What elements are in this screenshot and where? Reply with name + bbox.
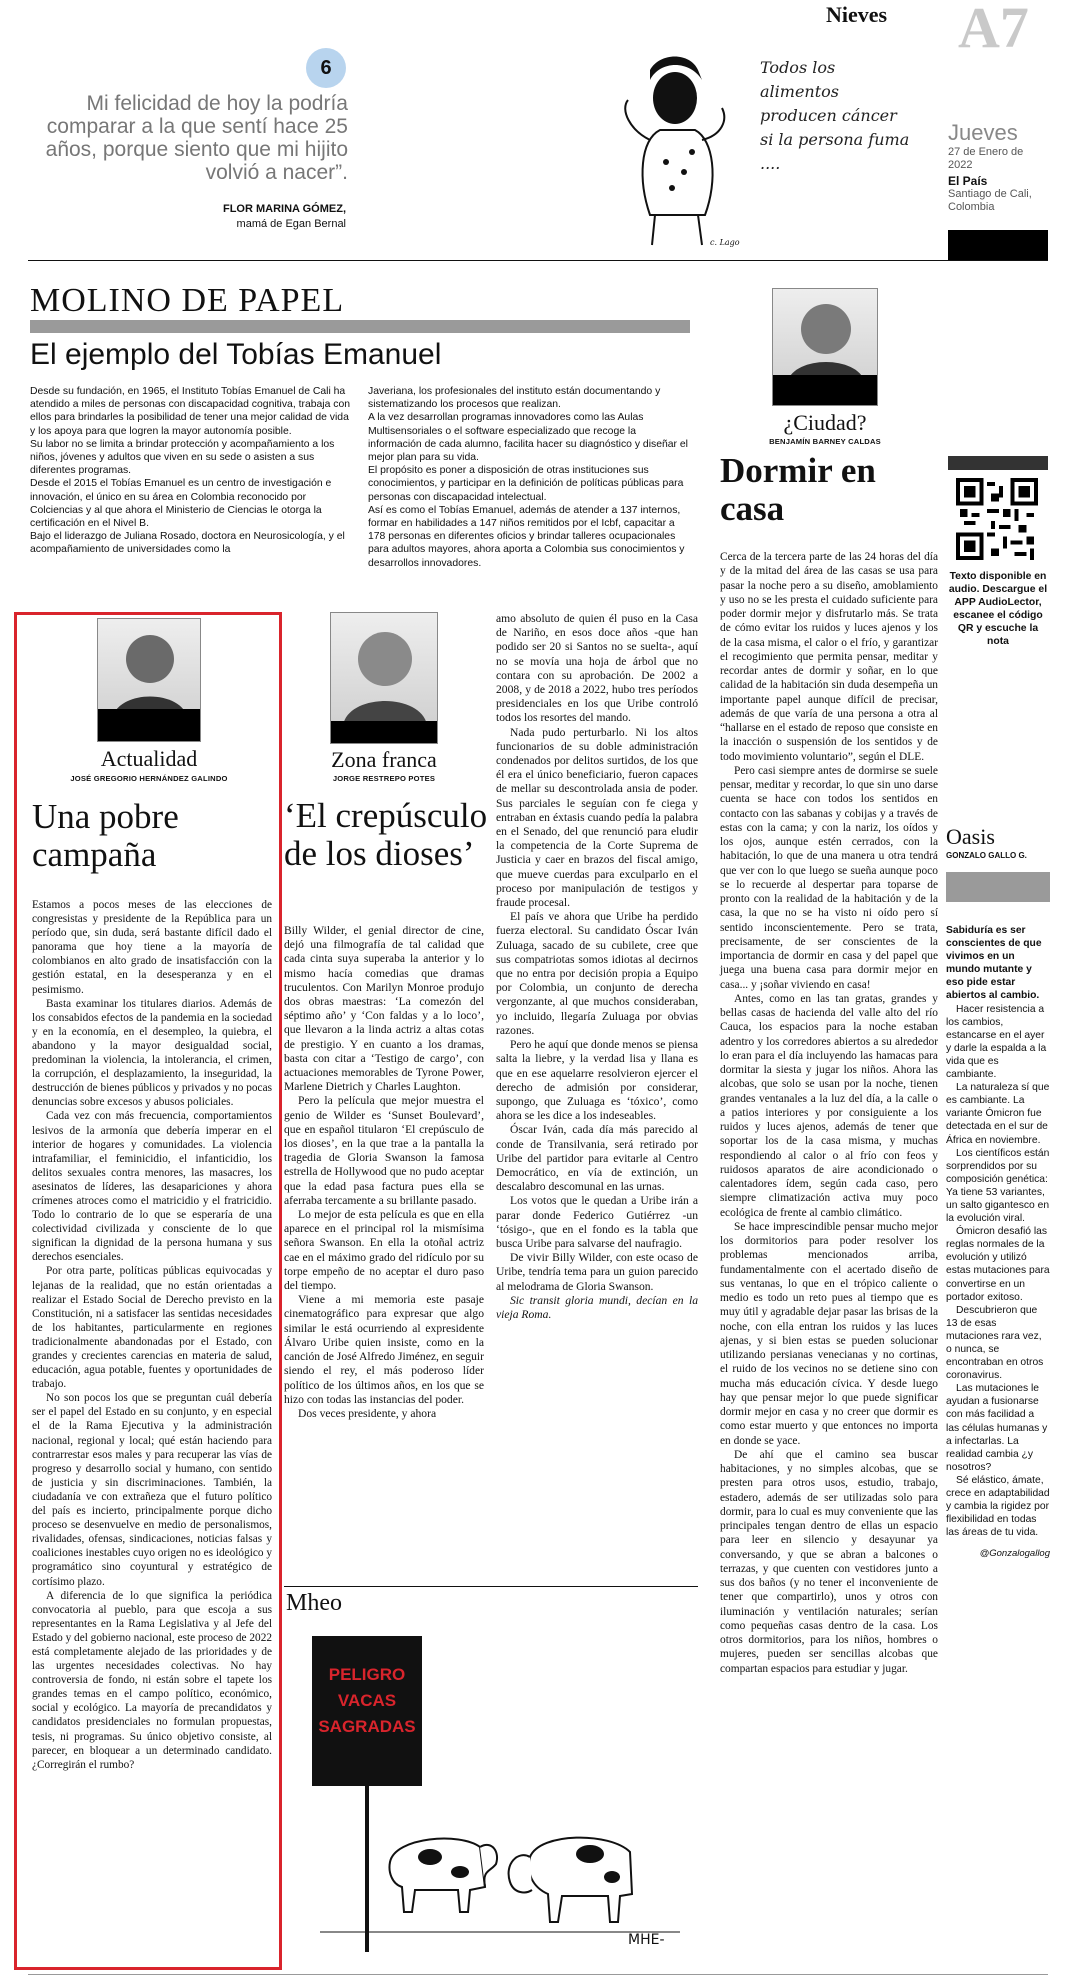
section-name: Nieves [826, 2, 888, 27]
place-text: Santiago de Cali, Colombia [948, 188, 1032, 213]
oasis-body [946, 924, 1050, 1561]
oasis-lead: Sabiduría es ser conscientes de que vivimos en un mundo mutante y eso pide estar abiertos al cambio. [946, 925, 1042, 1002]
molino-c1-p: Su labor no se limita a brindar protección y acompañamiento a los niños, jóvenes y adultos que viven en su sede o asisten a sus diferentes programas. [30, 438, 335, 477]
quote-author: FLOR MARINA GÓMEZ, [222, 203, 346, 215]
audio-top-bar [948, 456, 1048, 470]
oasis-paragraph: Descubrieron que 13 de esas mutaciones rara vez, o nunca, se encontraban en otros coronavirus. [946, 1304, 1044, 1382]
actualidad-paragraph: Basta examinar los titulares diarios. Además de los consabidos efectos de la pandemia en la sociedad y en la economía, en el desempleo, la quiebra, el abandono y la mayor desigualdad social, predominan la violencia, la intolerancia, el crimen, la corrupción, el desplazamiento, la inseguridad, la destrucción de bienes públicos y privados y no pocas denuncias sobre excesos y abusos policiales. [32, 997, 272, 1109]
mheo-cartoon [300, 1632, 700, 1968]
ciudad-kicker: ¿Ciudad? [783, 410, 867, 435]
actualidad-body [32, 898, 272, 1772]
zona-franca-author-photo [330, 612, 438, 744]
zona-franca-paragraph: Nada pudo perturbarlo. Ni los altos funcionarios de su doble administración condenados por delitos surtidos, de los que él era el único beneficiario, fueron capaces de mellar su descontrolada ansia de poder. Sus parciales le seguían con fe ciega y entraban en éxtasis cuando pedía la palabra en el Senado, del que renunció para eludir la competencia de la Corte Suprema de Justicia y caer en brazos del fiscal amigo, que mueve cuerdas para exculparlo en el proceso por manipulación de testigos y fraude procesal. [496, 725, 698, 910]
oasis-handle[interactable]: @Gonzalogallog [979, 1548, 1050, 1560]
actualidad-paragraph: Por otra parte, políticas públicas equivocadas y lejanas de la realidad, que no están orientadas a realizar el Estado Social de Derecho previsto en la Constitución, ni a satisfacer las sentidas necesidades de los habitantes, particularmente en regiones tradicionalmente abandonadas por el Estado, con grandes y crecientes carencias en materia de salud, educación, agua potable, fuentes y oportunidades de trabajo. [32, 1265, 272, 1391]
nieves-figure-icon [610, 40, 760, 250]
ciudad-headline: Dormir en casa [720, 451, 876, 528]
molino-c1-p: Desde el 2015 el Tobías Emanuel es un centro de investigación e innovación, el único en su área en Colombia reconocido por Colciencias y al que ahora el Ministerio de Ciencias le otorga la certificación en el Nivel B. [30, 478, 332, 530]
zona-franca-paragraph: Lo mejor de esta película es que en ella aparece en el principal rol la mismísima señora Swanson. En ella la otoñal actriz cae en el máximo grado del ridículo por su torpe empeño de no aceptar el duro paso del tiempo. [284, 1208, 484, 1293]
molino-c1-p: Desde su fundación, en 1965, el Instituto Tobías Emanuel de Cali ha atendido a miles de personas con discapacidad cognitiva, trabaja con ellos para brindarles la posibilidad de tener una mejor calidad de vida y los apoya para que logren la mayor autonomía posible. [30, 386, 351, 437]
actualidad-author: JOSÉ GREGORIO HERNÁNDEZ GALINDO [70, 774, 228, 783]
zona-franca-paragraph: Los votos que le quedan a Uribe irán a parar donde Federico Gutiérrez -un ‘tósigo-, que en el fondo es la tabla que busca Uribe para salvarse del naufragio. [496, 1194, 698, 1250]
molino-column-1 [30, 385, 350, 557]
ciudad-paragraph: Cerca de la tercera parte de las 24 horas del día y de la mitad del área de las casas se usa para pasar la noche pero a su diseño, amoblamiento y uso no se les presta el cuidado suficiente para poder dormir mejor y disfrutarlo más. Se trata de cómo evitar los ruidos y luces ajenos y los de la casa misma, el calor o el frío, y garantizar el recogimiento que permita pensar, meditar y recordar antes de dormir y soñar, en lo que calidad de la habitación sin duda desempeña un importante papel aunque difícil de precisar, además de que varía de una persona a otra al “hallarse en el estado de reposo que consiste en la inacción o suspensión de los sentidos y de todo movimiento voluntario”, según el DLE. [720, 551, 938, 763]
oasis-paragraph: Sé elástico, ámate, crece en adaptabilidad y cambia la rigidez por flexibilidad en todas las áreas de tu vida. [946, 1474, 1050, 1539]
ciudad-author-photo [772, 288, 878, 406]
molino-c2-p: Javeriana, los profesionales del instituto están documentando y sistematizando los procesos que realizan. [368, 386, 661, 411]
molino-c2-p: Así es como el Tobías Emanuel, además de atender a 137 internos, formar en habilidades a 147 niños remitidos por el Icbf, capacitar a 178 personas en diferentes oficios y brindar talleres ocupacionales para adultos mayores, ahora aporta a Colombia sus conocimientos y desarrollos innovadores. [368, 504, 685, 569]
actualidad-author-photo [97, 618, 201, 742]
qr-code-icon[interactable] [956, 478, 1038, 560]
mheo-signature: MHE- [628, 1932, 665, 1948]
actualidad-headline: Una pobre campaña [32, 797, 179, 874]
actualidad-kicker: Actualidad [100, 746, 198, 771]
ciudad-paragraph: De ahí que el camino sea buscar habitaciones, y no simples alcobas, que se presten para otros usos, estudio, trabajo, estadero, además de ser utilizadas solo para dormir, para lo cual es muy conveniente que las principales tengan dentro de ellas un espacio para leer en silencio y desayunar ya conversando, y que se abran a balcones o terrazas, y que cuenten con vestidores junto a sus dos baños (y no tener el inconveniente de tener que compartirlo), unos y otros con iluminación y ventilación naturales; serían como pequeñas casas dentro de la casa. Los otros dormitorios, para los niños, hombres o mujeres, pueden ser sencillas alcobas que compartan espacios para estudiar y jugar. [720, 1448, 938, 1675]
bottom-rule [28, 1974, 1048, 1975]
nieves-signature: c. Lago [710, 238, 740, 247]
molino-section-title: MOLINO DE PAPEL [30, 282, 345, 319]
quote-author-role: mamá de Egan Bernal [236, 218, 346, 230]
ciudad-paragraph: Antes, como en las tan gratas, grandes y bellas casas de hacienda del valle alto del río Cauca, los espacios para la noche estaban adentro y los corredores abiertos a su alrededor lo eran para el día incluyendo las hamacas para dormitar la siesta y jugar los niños. Ahora las alcobas, que solo se usan por la noche, tienen grandes ventanales a la luz del día, a la calle o a patios interiores y por consiguiente a los ruidos y luces ajenos, además de tener que soportar los de la casa misma, y muchas respondiendo al calor o al frío con feos y ruidosos aparatos de aire acondicionado o calentadores ídem, según cada caso, pero siempre climatización activa muy poco ecológica de frente al cambio climático. [720, 992, 938, 1219]
quote-number-badge [306, 48, 346, 88]
top-rule [28, 260, 1048, 261]
page-number: A7 [958, 0, 1029, 60]
zona-franca-paragraph: Sic transit gloria mundi, decían en la vieja Roma. [496, 1293, 698, 1321]
actualidad-paragraph: Estamos a pocos meses de las elecciones de congresistas y presidente de la República para un período que, sin duda, será bastante difícil dado el panorama que hoy tiene a la mayoría de colombianos en alto grado de insatisfacción con la gestión estatal, en la desesperanza y en el pesimismo. [32, 899, 272, 996]
date-block [948, 120, 1068, 214]
oasis-author: GONZALO GALLO G. [946, 851, 1027, 860]
oasis-paragraph: Las mutaciones le ayudan a fusionarse con más facilidad a las células humanas y a infectarlas. La realidad cambia ¿y nosotros? [946, 1383, 1048, 1473]
quote-number: 6 [320, 57, 332, 79]
actualidad-paragraph: A diferencia de lo que significa la periódica convocatoria al pueblo, para que escoja a sus representantes en la Rama Legislativa y al Jefe del Estado y del gobierno nacional, este proceso de 2022 está completamente alejado de las prioridades y de las urgentes necesidades colectivas. No hay controversia de fondo, ni están sobre el tapete los grandes temas en el campo político, económico, social y ecológico. La mayoría de precandidatos y candidatos presidenciales no formulan propuestas, tesis, ni programas. Su único objetivo consiste, al parecer, en bloquear a un determinado candidato. ¿Corregirán el rumbo? [32, 1589, 272, 1771]
oasis-paragraph: Ómicron desafió las reglas normales de la evolución y utilizó estas mutaciones para convertirse en un portador exitoso. [946, 1226, 1050, 1303]
molino-c2-p: A la vez desarrollan programas innovadores como las Aulas Multisensoriales o el software especializado que recoge la información de cada alumno, facilita hacer su diagnóstico y diseñar el mejor plan para su vida. [368, 412, 688, 464]
zona-franca-paragraph: El país ve ahora que Uribe ha perdido fuerza electoral. Su candidato Óscar Iván Zuluaga, sacado de su cubilete, cree que sus compatriotas somos idiotas al decirnos que no entra por decisión propia a Equipo por Colombia, un conjunto de derecha vergonzante, al que muchos consideraban, yo incluido, llegaría Zuluaga por obvias razones. [496, 910, 698, 1037]
zona-franca-paragraph: Pero he aquí que donde menos se piensa salta la liebre, y la verdad lisa y llana es que en ese aquelarre resolvieron ejercer el derecho de admisión por considerar, supongo, que Zuluaga es ‘tóxico’, como ahora se les dice a los indeseables. [496, 1038, 698, 1123]
molino-headline: El ejemplo del Tobías Emanuel [30, 338, 442, 371]
quote-text: Mi felicidad de hoy la podría comparar a la que sentí hace 25 años, porque siento que mi hijito volvió a nacer”. [45, 92, 348, 184]
nieves-caption: Todos los alimentos producen cáncer si la persona fuma .... [760, 58, 910, 173]
actualidad-paragraph: No son pocos los que se preguntan cuál debería ser el papel del Estado en su conjunto, y en especial el de la Rama Ejecutiva y la administración nacional, regional y local; qué están haciendo para contrarrestar esos males y para recuperar las vías de progreso y desarrollo social y humano, con sentido de justicia y sin discriminaciones. También, la ciudadanía ve con extrañeza que el futuro político del país es incierto, principalmente porque dicho proceso se desenvuelve en medio de personalismos, rivalidades, ofensas, sindicaciones, noticias falsas y coaliciones inestables cuyo origen no es ideológico y programático sino coyuntural y estratégico de cortísimo plazo. [32, 1392, 272, 1588]
zona-franca-author: JORGE RESTREPO POTES [332, 774, 436, 783]
ciudad-author: BENJAMÍN BARNEY CALDAS [769, 437, 881, 446]
zona-franca-col-2 [496, 612, 698, 1322]
mheo-sign-text: PELIGRO VACAS SAGRADAS [318, 1665, 416, 1736]
ciudad-paragraph: Se hace imprescindible pensar mucho mejor los dormitorios para poder resolver los problemas mencionados arriba, fundamentalmente con el acertado diseño de sus ventanas, lo que en el trópico caliente o medio es todo un reto pues al tiempo que es muy útil y agradable dejar pasar las brisas de la noche, con ella entran los ruidos y las luces ajenas, y si bien estas se pueden solucionar utilizando persianas venecianas y no cortinas, el ruido de los vecinos no se detiene sino con mucha más educación cívica. Y desde luego hay que pensar mejor lo que puede significar dormir mejor en casa y no creer que dormir es como estar muerto y que entonces no importa en donde se yace. [720, 1220, 938, 1447]
zona-franca-col-1 [284, 924, 484, 1421]
weekday: Jueves [948, 120, 1018, 145]
actualidad-paragraph: Cada vez con más frecuencia, comportamientos lesivos de la armonía que debería imperar en el interior de hogares y comunidades. La violencia intrafamiliar, el feminicidio, el infanticidio, los delitos sexuales contra menores, las masacres, los asesinatos de líderes, las desapariciones y ahora crímenes atroces como el matricidio y el fratricidio. Todo lo contrario de lo que se esperaría de una colectividad civilizada y consciente de lo que significan la dignidad de la persona humana y sus derechos esenciales. [32, 1110, 272, 1264]
zona-franca-paragraph: De vivir Billy Wilder, con este ocaso de Uribe, tendría tema para un guion parecido al melodrama de Gloria Swanson. [496, 1251, 698, 1293]
nieves-cartoon [610, 40, 910, 255]
oasis-paragraph: Hacer resistencia a los cambios, estancarse en el ayer y darle la espalda a la vida que es cambiante. [946, 1003, 1047, 1081]
zona-franca-paragraph: Viene a mi memoria este pasaje cinematográfico para expresar que algo similar le está ocurriendo al expresidente Álvaro Uribe quien insiste, como en la canción de José Alfredo Jiménez, en seguir siendo el rey, el más poderoso líder político de los últimos años, en los que se hizo con todas las instancias del poder. [284, 1293, 484, 1406]
zona-franca-paragraph: Dos veces presidente, y ahora [298, 1406, 437, 1420]
ad-bar-top [948, 230, 1048, 260]
zona-franca-paragraph: amo absoluto de quien él puso en la Casa de Nariño, en esos doce años -que han podido ser 20 si Santos no se suelta-, aquí no se movía una hoja de árbol que no contara con su aprobación. De 2002 a 2008, y de 2018 a 2022, hubo tres períodos presidenciales en los que Uribe controló todos los resortes del mando. [496, 612, 698, 725]
ciudad-body [720, 550, 938, 1676]
molino-gray-bar [30, 320, 690, 333]
oasis-paragraph: Los científicos están sorprendidos por su composición genética: Ya tiene 53 variantes, un salto gigantesco en la evolución viral. [946, 1147, 1050, 1225]
mheo-title: Mheo [286, 1590, 342, 1616]
oasis-paragraph: La naturaleza sí que es cambiante. La variante Ómicron fue detectada en el sur de África en noviembre. [946, 1082, 1050, 1146]
zona-franca-paragraph: Pero la película que mejor muestra el genio de Wilder es ‘Sunset Boulevard’, que en español titularon ‘El crepúsculo de los dioses’, en la que trae a la pantalla la tragedia de Gloria Swanson la famosa estrella de Hollywood que no pudo aceptar que la edad pasa factura pues ella se aferraba tercamente a su brillante pasado. [284, 1094, 484, 1207]
zona-franca-paragraph: Óscar Iván, cada día más parecido al conde de Transilvania, será retirado por Uribe del partidor para evitarle al Centro Democrático, en vía de extinción, un descalabro descomunal en las urnas. [496, 1123, 698, 1194]
date-text: 27 de Enero de 2022 [948, 146, 1024, 171]
audio-note: Texto disponible en audio. Descargue el APP AudioLector, escanee el código QR y escuche la nota [948, 571, 1048, 647]
oasis-gray-bar [946, 872, 1050, 902]
mheo-rule [284, 1586, 698, 1587]
ciudad-paragraph: Pero casi siempre antes de dormirse se suele pensar, meditar y recordar, lo que sin uno darse cuenta se hace con todos los sentidos en contacto con las sabanas y cobijas y a través de estas con la cama; y con la nariz, los oídos y los ojos, aunque estén cerrados, con la habitación, lo que de una manera u otra tendrá que ver con lo que luego se sueña aunque poco se lo recuerde al despertar para toparse de pronto con la realidad de la habitación y de la casa, la que no se ha visto ni oído pero sí sentido inconscientemente. Pero se trata, precisamente, de ser conscientes de la importancia de dormir en casa y del papel que juega una buena casa para dormir mejor en casa... y ¡soñar viviendo en casa! [720, 764, 938, 991]
newspaper-name: El País [948, 174, 988, 188]
molino-c1-p: Bajo el liderazgo de Juliana Rosado, doctora en Neurosicología, y el acompañamiento de universidades como la [30, 531, 345, 556]
zona-franca-headline: ‘El crepúsculo de los dioses’ [284, 796, 488, 873]
oasis-kicker: Oasis [946, 824, 995, 849]
zona-franca-kicker: Zona franca [331, 747, 437, 772]
zona-franca-paragraph: Billy Wilder, el genial director de cine, dejó una filmografía de tal calidad que cada cinta suya superaba la anterior y lo mismo hacía comedias que dramas truculentos. Con Marilyn Monroe produjo dos obras maestras: ‘La comezón del séptimo año’ y ‘Con faldas y a lo loco’, que llevaron a la linda actriz a altas cotas de prestigio. Y en cuanto a los dramas, basta con citar a ‘Testigo de cargo’, con actuaciones memorables de Tyrone Power, Marlene Dietrich y Charles Laughton. [284, 924, 484, 1094]
molino-c2-p: El propósito es poner a disposición de otras instituciones sus conocimientos, y participar en la definición de políticas públicas para personas con discapacidad intelectual. [368, 465, 684, 503]
molino-column-2 [368, 385, 690, 570]
